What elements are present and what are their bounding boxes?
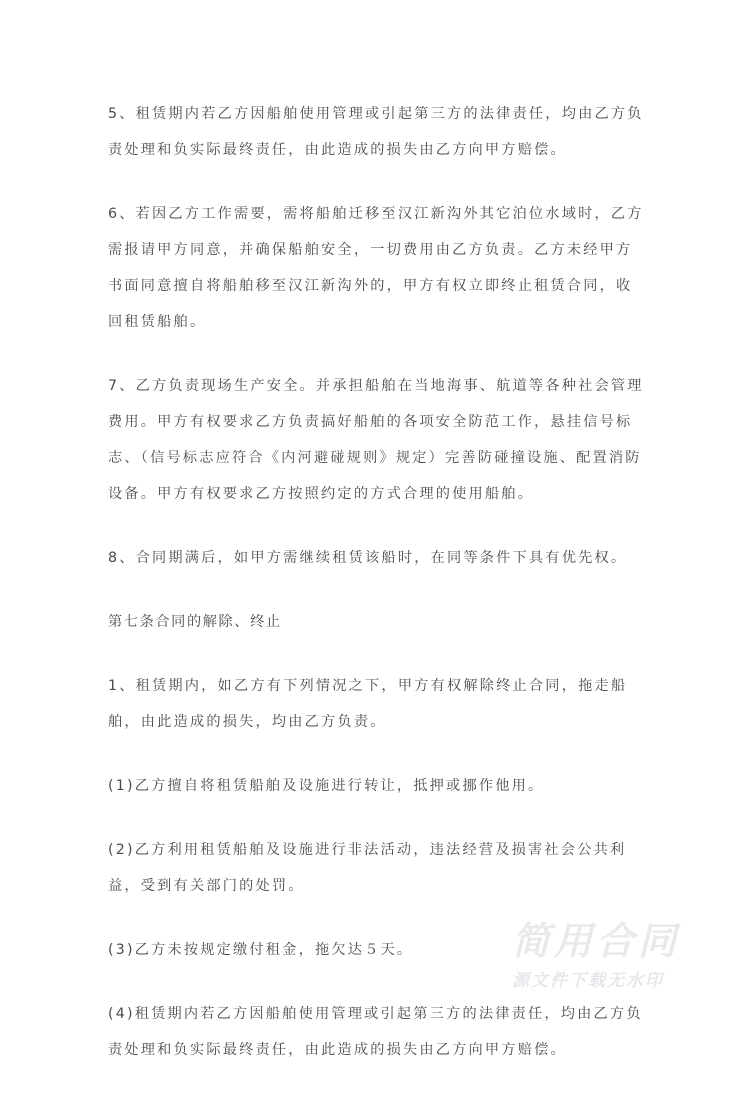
clause-5-paragraph: 5、租赁期内若乙方因船舶使用管理或引起第三方的法律责任，均由乙方负责处理和负实际最终责任，由此造成的损失由乙方向甲方赔偿。 [108, 106, 644, 158]
clause-6-paragraph: 6、若因乙方工作需要，需将船舶迁移至汉江新沟外其它泊位水域时，乙方需报请甲方同意，并确保船舶安全，一切费用由乙方负责。乙方未经甲方书面同意擅自将船舶移至汉江新沟外的，甲方有权立即终止租赁合同，收回租赁船舶。 [108, 206, 644, 330]
watermark-subtitle: 源文件下载无水印 [512, 971, 664, 991]
watermark-logo-text: 简用合同 [512, 919, 681, 963]
article-7-heading: 第七条合同的解除、终止 [108, 614, 282, 630]
article-7-subitem-4: (4)租赁期内若乙方因船舶使用管理或引起第三方的法律责任，均由乙方负责处理和负实际最终责任，由此造成的损失由乙方向甲方赔偿。 [108, 1006, 643, 1058]
article-7-item-1: 1、租赁期内，如乙方有下列情况之下，甲方有权解除终止合同，拖走船舶，由此造成的损失，均由乙方负责。 [108, 678, 628, 730]
article-7-subitem-2: (2)乙方利用租赁船舶及设施进行非法活动，违法经营及损害社会公共利益，受到有关部门的处罚。 [108, 842, 627, 894]
article-7-subitem-3: (3)乙方未按规定缴付租金，拖欠达５天。 [108, 942, 414, 958]
clause-7-paragraph: 7、乙方负责现场生产安全。并承担船舶在当地海事、航道等各种社会管理费用。甲方有权要求乙方负责搞好船舶的各项安全防范工作，悬挂信号标志、（信号标志应符合《内河避碰规则》规定）完善防碰撞设施、配置消防设备。甲方有权要求乙方按照约定的方式合理的使用船舶。 [108, 378, 644, 502]
article-7-subitem-1: (1)乙方擅自将租赁船舶及设施进行转让，抵押或挪作他用。 [108, 778, 545, 794]
watermark [512, 918, 712, 992]
clause-8-paragraph: 8、合同期满后，如甲方需继续租赁该船时，在同等条件下具有优先权。 [108, 550, 628, 566]
